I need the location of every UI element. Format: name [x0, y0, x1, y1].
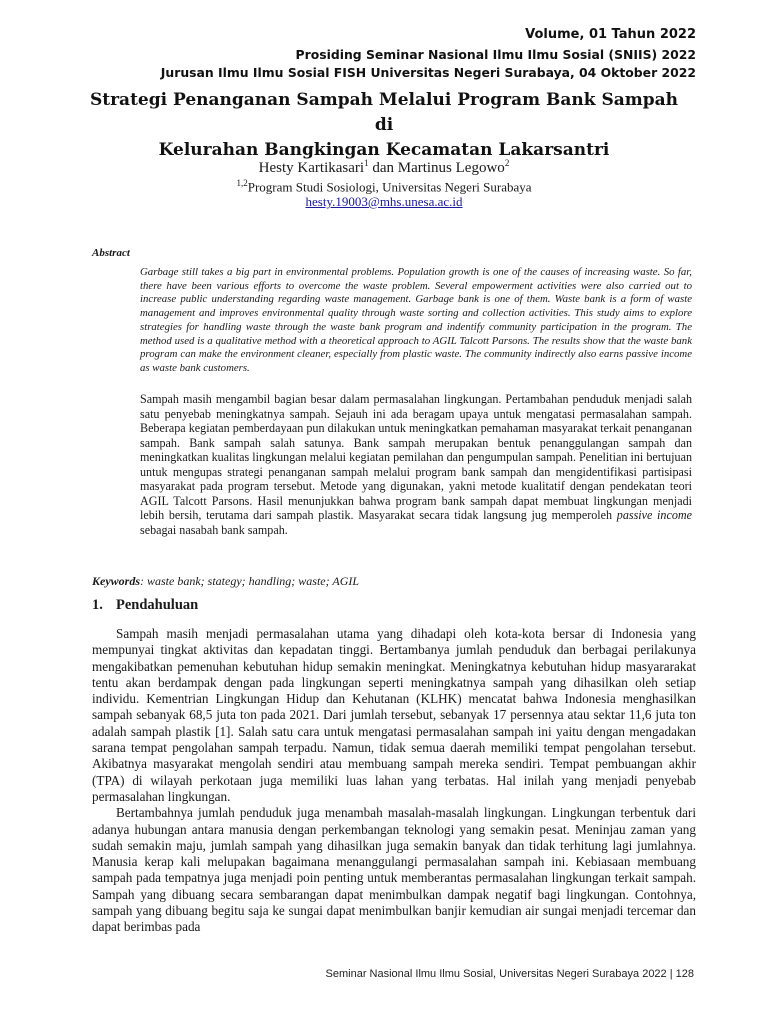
page-footer: Seminar Nasional Ilmu Ilmu Sosial, Universitas Negeri Surabaya 2022 | 128: [325, 968, 694, 980]
abstract-indonesian-end: sebagai nasabah bank sampah.: [140, 522, 288, 537]
affiliation-text: Program Studi Sosiologi, Universitas Negeri Surabaya: [247, 179, 532, 195]
author-1: Hesty Kartikasari: [258, 160, 365, 176]
body-paragraph-2: Bertambahnya jumlah penduduk juga menambah masalah-masalah lingkungan. Lingkungan terbentuk dari adanya hubungan antara manusia dengan perkembangan teknologi yang semakin pesat. Meninjau zaman yang sudah semakin maju, jumlah sampah yang dihasilkan juga semakin banyak dan tidak terhitung lagi jumlahnya. Manusia kerap kali melupakan bagaimana menanggulangi permasalahan sampah ini. Kebiasaan membuang sampah pada tempatnya juga menjadi poin penting untuk memberantas permasalahan lingkungan terkait sampah. Sampah yang dibuang secara sembarangan dapat menimbulkan dampak negatif bagi lingkungan. Contohnya, sampah yang dibuang begitu saja ke sungai dapat menimbulkan banjir kemudian air sungai menjadi tercemar dan dapat berimbas pada: [92, 805, 696, 935]
abstract-indonesian: [140, 392, 692, 537]
abstract-english: Garbage still takes a big part in environmental problems. Population growth is one of the causes of increasing waste. So far, there have been various efforts to overcome the waste problem. Several empowerment activities were also carried out to increase public understanding regarding waste management. Garbage bank is one of them. Waste bank is a form of waste management and improves environmental quality through waste sorting and collection activities. This study aims to explore strategies for handling waste through the waste bank program and indentify community participation in the program. The method used is a qualitative method with a theoretical approach to AGIL Talcott Parsons. The results show that the waste bank program can make the environment cleaner, especially from plastic waste. The community indirectly also earns passive income as waste bank customers.: [140, 266, 692, 374]
journal-volume: Volume, 01 Tahun 2022: [525, 27, 696, 42]
section-body: [92, 626, 696, 936]
keywords: [92, 574, 359, 589]
keywords-label: Keywords: [92, 574, 140, 588]
affiliation-mark: 1,2: [236, 178, 248, 188]
abstract-indonesian-main: Sampah masih mengambil bagian besar dalam permasalahan lingkungan. Pertambahan penduduk menjadi salah satu penyebab meningkatnya sampah. Sejauh ini ada beragam upaya untuk mengatasi permasalahan sampah. Beberapa kegiatan pemberdayaan pun dilakukan untuk meningkatkan pemahaman masyarakat terkait penanganan sampah. Bank sampah salah satunya. Bank sampah merupakan bentuk penanggulangan sampah dan meningkatkan kualitas lingkungan melalui kegiatan pemilahan dan pengumpulan sampah. Penelitian ini bertujuan untuk mengupas strategi penanganan sampah melalui program bank sampah dan mengidentifikasi partisipasi masyarakat pada program tersebut. Metode yang digunakan, yakni metode kualitatif dengan pendekatan teori AGIL Talcott Parsons. Hasil menunjukkan bahwa program bank sampah dapat membuat lingkungan menjadi lebih bersih, terutama dari sampah plastik. Masyarakat secara tidak langsung jug memperoleh: [140, 392, 692, 522]
author-connector: dan: [368, 160, 398, 176]
paper-title: [80, 88, 688, 163]
proceedings-name: Prosiding Seminar Nasional Ilmu Ilmu Sosial (SNIIS) 2022: [295, 47, 696, 62]
department-event: Jurusan Ilmu Ilmu Sosial FISH Universitas Negeri Surabaya, 04 Oktober 2022: [160, 65, 696, 80]
abstract-label: Abstract: [92, 247, 130, 259]
author-2-affil-mark: 2: [504, 158, 510, 168]
author-2: Martinus Legowo: [397, 160, 505, 176]
author-email-link[interactable]: hesty.19003@mhs.unesa.ac.id: [305, 194, 463, 209]
section-number: 1.: [92, 597, 103, 613]
paper-title-line-1: Strategi Penanganan Sampah Melalui Program Bank Sampah di: [89, 90, 679, 135]
abstract-indonesian-italic: passive income: [616, 508, 692, 522]
section-heading: [92, 597, 198, 614]
paper-title-line-2: Kelurahan Bangkingan Kecamatan Lakarsantri: [158, 140, 610, 160]
author-list: [80, 158, 688, 177]
keywords-list: : waste bank; stategy; handling; waste; AGIL: [140, 574, 360, 588]
section-title: Pendahuluan: [116, 597, 199, 613]
affiliation: [80, 178, 688, 195]
author-email-line: [80, 194, 688, 210]
author-1-affil-mark: 1: [364, 158, 369, 168]
body-paragraph-1: Sampah masih menjadi permasalahan utama yang dihadapi oleh kota-kota bersar di Indonesia yang mempunyai tingkat aktivitas dan kepadatan tinggi. Bertambanya jumlah penduduk dan berbagai perilakunya mengakibatkan pemenuhan kebutuhan hidup semakin meningkat. Meningkatnya kebutuhan hidup masyararakat tentu akan berdampak dengan pada lingkungan seperti meningkatnya sampah yang dihasilkan oleh setiap individu. Kementrian Lingkungan Hidup dan Kehutanan (KLHK) mencatat bahwa Indonesia menghasilkan sampah sebanyak 68,5 juta ton pada 2021. Dari jumlah tersebut, sebanyak 17 persennya atau sektar 11,6 juta ton adalah sampah plastik [1]. Salah satu cara untuk mengatasi permasalahan sampah ini yaitu dengan mengadakan sarana tempat pengolahan sampah terpadu. Namun, tidak semua daerah memiliki tempat pengolahan tersebut. Akibatnya masyarakat mengolah sendiri atau membuang sampah mereka sendiri. Tempat pembuangan akhir (TPA) di wilayah perkotaan juga memiliki luas lahan yang terbatas. Hal inilah yang menjadi penyebab permasalahan lingkungan.: [92, 626, 696, 804]
